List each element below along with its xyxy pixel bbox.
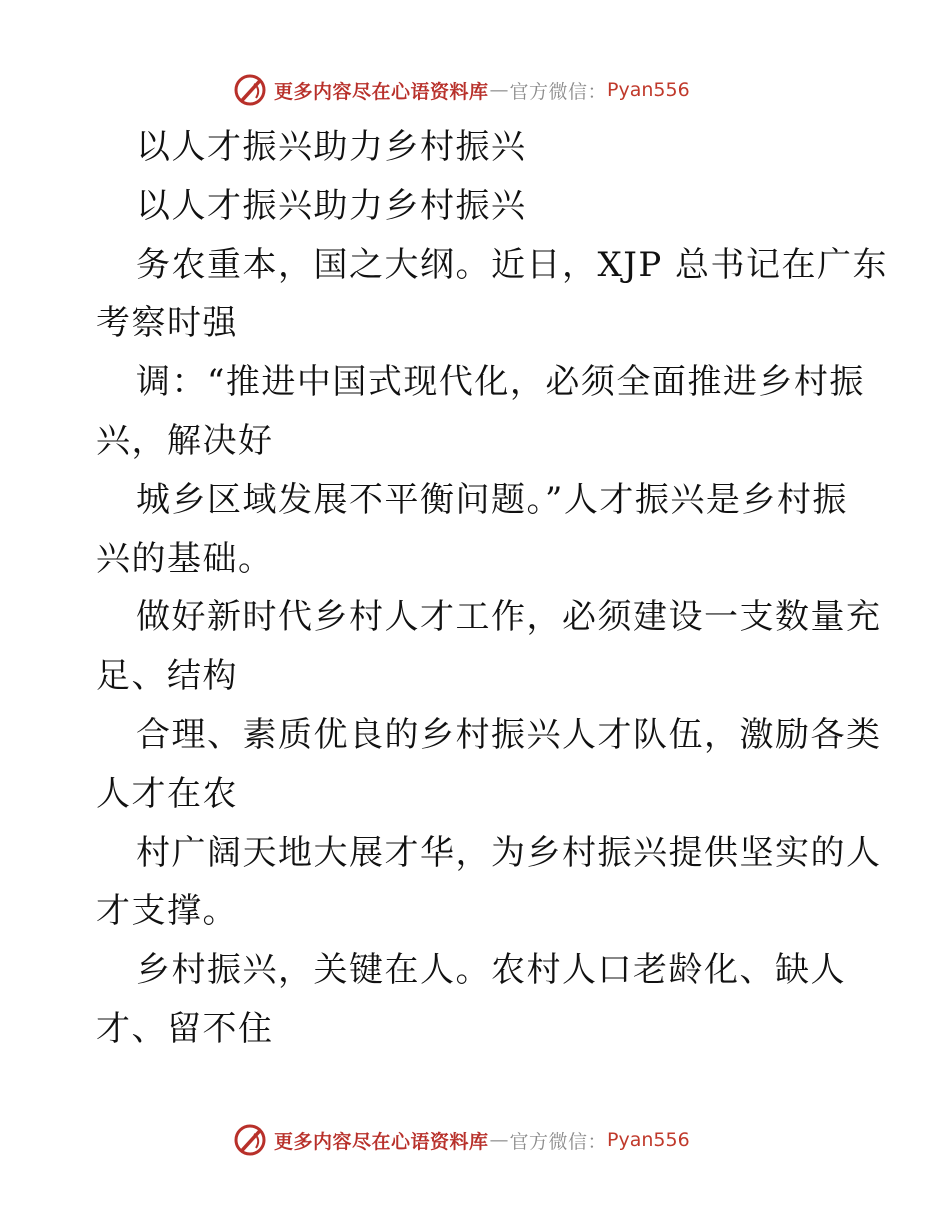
doc-line: 兴，解决好 [96,420,274,461]
watermark-separator: — [489,79,509,101]
quill-seal-icon [232,72,268,108]
doc-line: 务农重本，国之大纲。近日，XJP 总书记在广东 [136,244,889,285]
doc-line: 合理、素质优良的乡村振兴人才队伍，激励各类 [136,714,882,755]
document-body [96,118,889,1059]
doc-line: 做好新时代乡村人才工作，必须建设一支数量充 [136,597,882,638]
watermark-text: 更多内容尽在心语资料库 [274,80,489,103]
doc-line: 村广阔天地大展才华，为乡村振兴提供坚实的人 [136,832,882,873]
doc-line: 才支撑。 [96,891,238,932]
doc-line: 才、留不住 [96,1008,274,1049]
quill-seal-icon [232,1122,268,1158]
watermark-contact: 官方微信： [509,80,608,103]
watermark-contact: 官方微信： [509,1130,608,1153]
doc-line: 足、结构 [96,656,238,697]
watermark-text: 更多内容尽在心语资料库 [274,1130,489,1153]
doc-line: 调：“推进中国式现代化，必须全面推进乡村振 [136,362,865,403]
doc-subtitle: 以人才振兴助力乡村振兴 [136,185,527,226]
watermark-separator: — [489,1129,509,1151]
doc-line: 城乡区域发展不平衡问题。”人才振兴是乡村振 [136,479,848,520]
footer-watermark [232,1120,690,1160]
doc-line: 考察时强 [96,303,238,344]
doc-line: 乡村振兴，关键在人。农村人口老龄化、缺人 [136,950,846,991]
doc-line: 人才在农 [96,773,238,814]
watermark-wechat-id: Pyan556 [607,79,690,101]
doc-title: 以人才振兴助力乡村振兴 [136,127,527,167]
doc-line: 兴的基础。 [96,538,274,579]
header-watermark [232,70,690,110]
watermark-wechat-id: Pyan556 [607,1129,690,1151]
